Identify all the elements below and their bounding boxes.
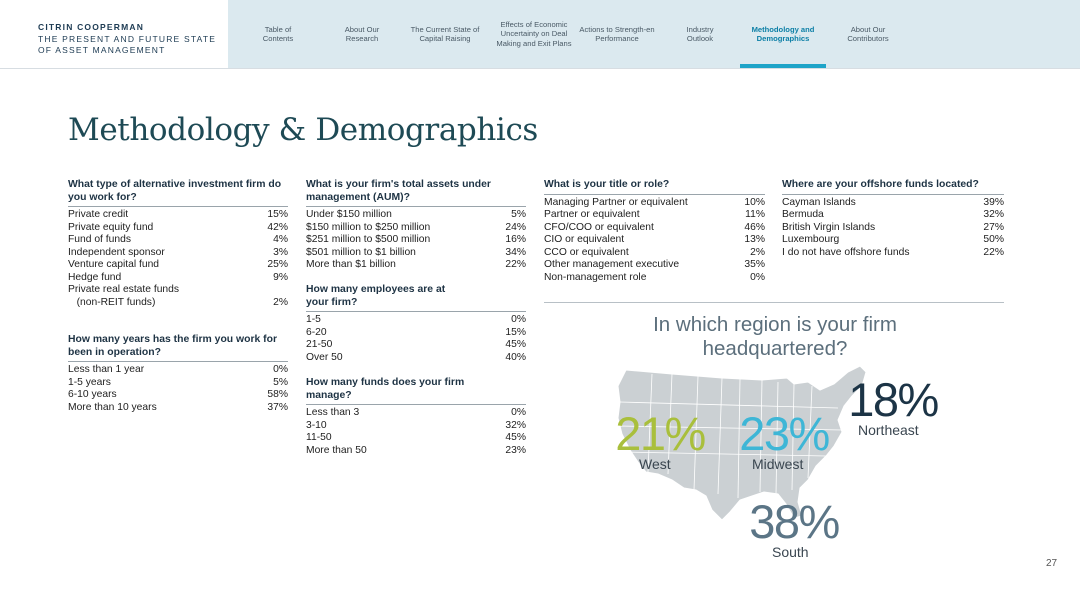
answer-row: $150 million to $250 million 24% bbox=[306, 221, 526, 233]
tab-capital-raising[interactable]: The Current State of Capital Raising bbox=[410, 24, 480, 43]
answer-row: CFO/COO or equivalent 46% bbox=[544, 221, 765, 233]
page-title: Methodology & Demographics bbox=[68, 112, 538, 148]
question-employees bbox=[306, 284, 526, 364]
answer-row: Venture capital fund 25% bbox=[68, 259, 288, 270]
answer-row: British Virgin Islands 27% bbox=[782, 221, 1004, 233]
answer-row: 6-20 15% bbox=[306, 326, 526, 338]
answer-row: Independent sponsor 3% bbox=[68, 246, 288, 258]
header bbox=[0, 0, 1080, 68]
region-stat-northeast bbox=[838, 373, 948, 438]
region-stat-west bbox=[605, 407, 715, 472]
question-aum bbox=[306, 179, 526, 272]
answer-row: $251 million to $500 million 16% bbox=[306, 234, 526, 245]
answer-row: Hedge fund 9% bbox=[68, 271, 288, 283]
answer-row: Luxembourg 50% bbox=[782, 234, 1004, 245]
answer-row: Less than 1 year 0% bbox=[68, 364, 288, 375]
question-divider bbox=[306, 311, 526, 312]
region-west-label: West bbox=[639, 456, 671, 472]
question-title: Where are your offshore funds located? bbox=[782, 179, 1004, 195]
answer-row: Private equity fund 42% bbox=[68, 221, 288, 233]
question-divider bbox=[306, 404, 526, 405]
region-south-value: 38% bbox=[749, 495, 839, 548]
answer-row: 3-10 32% bbox=[306, 419, 526, 431]
answer-row: I do not have offshore funds 22% bbox=[782, 246, 1004, 258]
header-divider bbox=[0, 68, 1080, 69]
answer-row: 21-50 45% bbox=[306, 339, 526, 350]
tab-economic-uncertainty[interactable]: Effects of Economic Uncertainty on Deal Making and Exit Plans bbox=[496, 19, 572, 48]
answer-row: CCO or equivalent 2% bbox=[544, 246, 765, 258]
brand-block bbox=[0, 0, 228, 68]
region-question-title: In which region is your firm headquartered? bbox=[653, 313, 897, 360]
question-title: How many funds does your firm manage? bbox=[306, 377, 465, 401]
answer-row: Other management executive 35% bbox=[544, 259, 765, 270]
answer-row: Fund of funds 4% bbox=[68, 234, 288, 245]
answer-row: Private real estate funds bbox=[68, 284, 180, 295]
region-stat-south bbox=[734, 495, 854, 560]
answer-row: (non-REIT funds) 2% bbox=[68, 296, 288, 308]
question-title: How many years has the firm you work for been in operation? bbox=[68, 334, 288, 362]
question-offshore-funds bbox=[782, 179, 1004, 259]
region-midwest-label: Midwest bbox=[752, 456, 804, 472]
answer-row: Less than 3 0% bbox=[306, 407, 526, 418]
brand-subtitle-2: OF ASSET MANAGEMENT bbox=[38, 44, 166, 55]
answer-row: 1-5 0% bbox=[306, 314, 526, 325]
tab-industry-outlook[interactable]: Industry Outlook bbox=[686, 24, 714, 43]
map-section-divider bbox=[544, 302, 1004, 303]
answer-row: Partner or equivalent 11% bbox=[544, 209, 765, 220]
answer-row: 6-10 years 58% bbox=[68, 389, 288, 400]
answer-row: 1-5 years 5% bbox=[68, 376, 288, 388]
question-title: What is your firm's total assets under management (AUM)? bbox=[306, 179, 526, 207]
answer-row: CIO or equivalent 13% bbox=[544, 234, 765, 245]
question-firm-type bbox=[68, 179, 288, 309]
answer-row: Managing Partner or equivalent 10% bbox=[544, 196, 765, 208]
answer-row: Non-management role 0% bbox=[544, 271, 765, 283]
question-title: What type of alternative investment firm do you work for? bbox=[68, 179, 288, 207]
question-funds-managed bbox=[306, 377, 526, 457]
answer-row: More than 10 years 37% bbox=[68, 401, 288, 413]
region-northeast-label: Northeast bbox=[858, 422, 919, 438]
tab-about-contributors[interactable]: About Our Contributors bbox=[847, 24, 889, 43]
tab-about-our-research[interactable]: About Our Research bbox=[344, 24, 380, 43]
question-title: What is your title or role? bbox=[544, 179, 765, 195]
page-number: 27 bbox=[1046, 558, 1058, 569]
region-northeast-value: 18% bbox=[848, 373, 938, 426]
answer-row: Under $150 million 5% bbox=[306, 209, 526, 220]
tab-strengthen-performance[interactable]: Actions to Strength-en Performance bbox=[579, 24, 655, 43]
tab-methodology[interactable]: Methodology and Demographics bbox=[740, 0, 826, 68]
answer-row: Private credit 15% bbox=[68, 209, 288, 220]
answer-row: More than $1 billion 22% bbox=[306, 259, 526, 270]
answer-row: Cayman Islands 39% bbox=[782, 196, 1004, 208]
region-midwest-value: 23% bbox=[739, 407, 829, 460]
question-title-role bbox=[544, 179, 765, 284]
answer-row: 11-50 45% bbox=[306, 432, 526, 443]
question-title: How many employees are at your firm? bbox=[306, 284, 446, 308]
region-stat-midwest bbox=[724, 407, 844, 472]
top-nav bbox=[228, 0, 1080, 68]
region-south-label: South bbox=[772, 544, 809, 560]
answer-row: $501 million to $1 billion 34% bbox=[306, 246, 526, 258]
question-years-in-operation bbox=[68, 334, 288, 414]
answer-row: More than 50 23% bbox=[306, 444, 526, 456]
brand-company: CITRIN COOPERMAN bbox=[38, 22, 145, 32]
brand-subtitle-1: THE PRESENT AND FUTURE STATE bbox=[38, 34, 217, 44]
tab-table-of-contents[interactable]: Table of Contents bbox=[262, 24, 294, 43]
answer-row: Bermuda 32% bbox=[782, 209, 1004, 220]
region-west-value: 21% bbox=[615, 407, 705, 460]
answer-row: Over 50 40% bbox=[306, 351, 526, 363]
